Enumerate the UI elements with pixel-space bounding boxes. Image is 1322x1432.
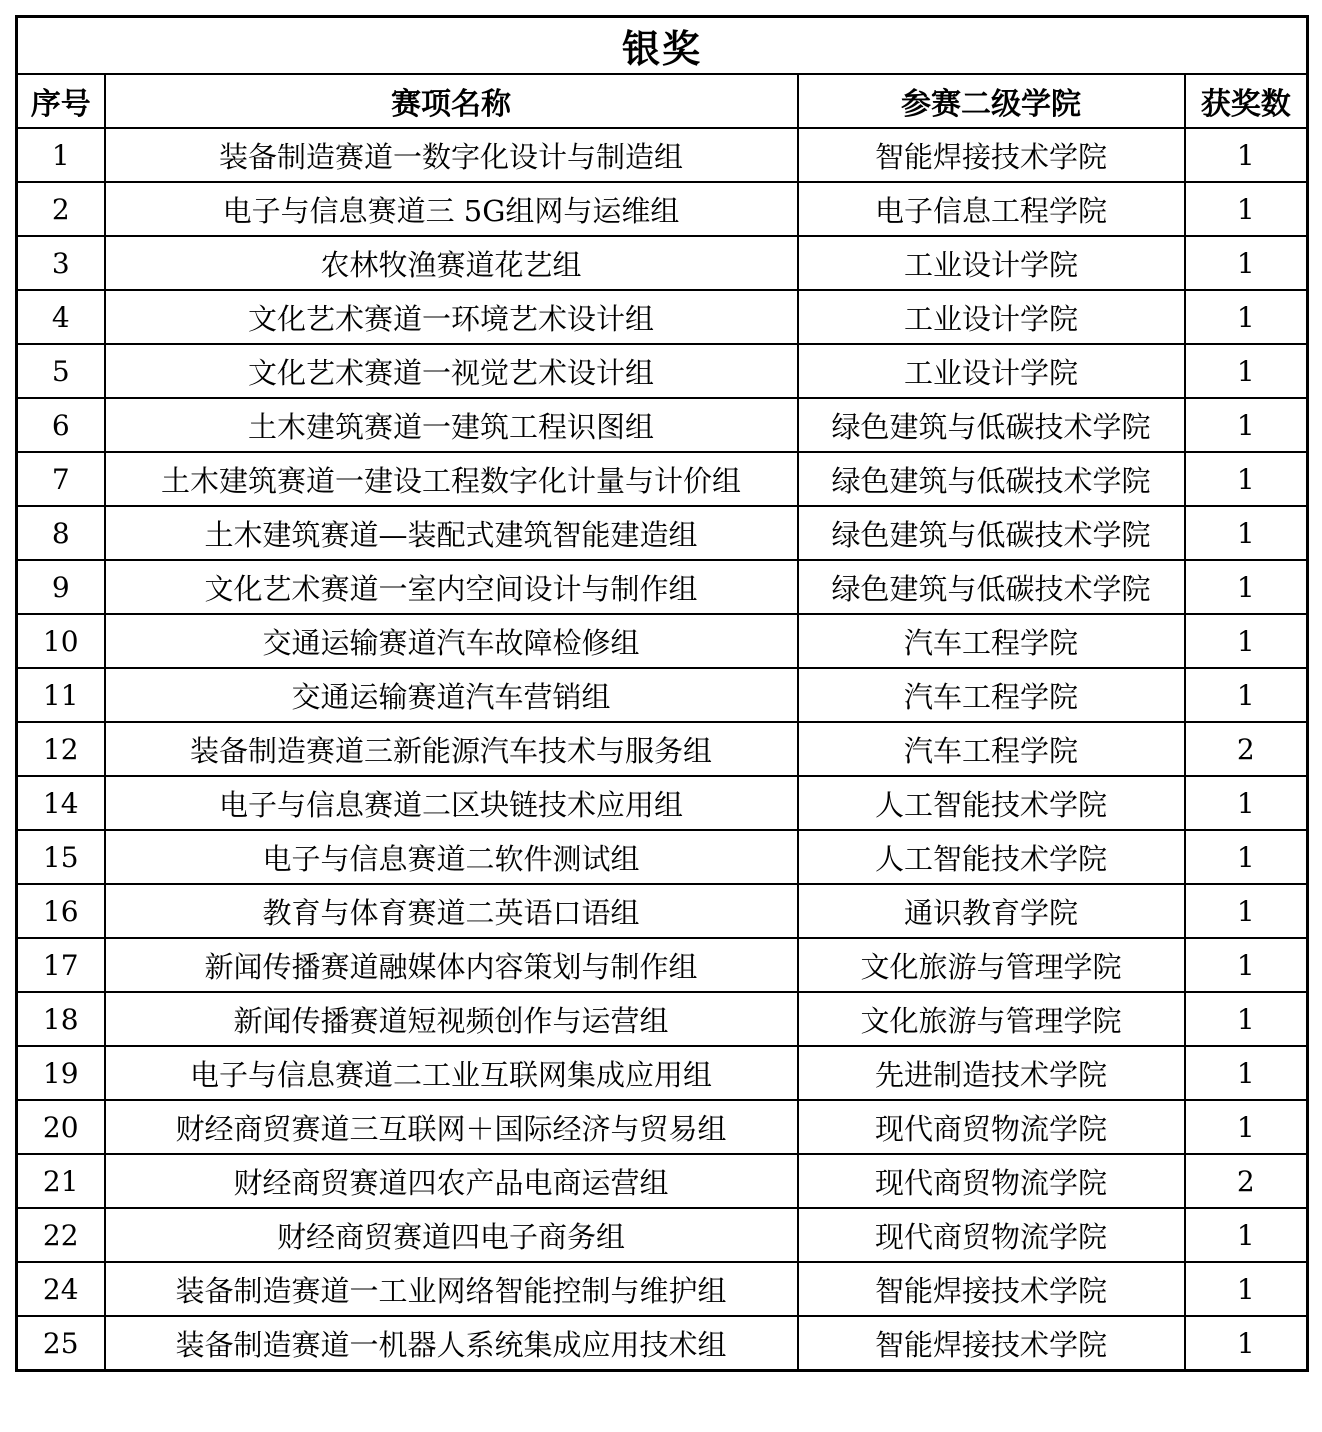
event-name-cell: 新闻传播赛道短视频创作与运营组 xyxy=(105,992,798,1046)
college-cell: 工业设计学院 xyxy=(798,290,1185,344)
college-cell: 汽车工程学院 xyxy=(798,668,1185,722)
table-row xyxy=(17,884,1308,938)
event-name-cell: 文化艺术赛道一视觉艺术设计组 xyxy=(105,344,798,398)
row-number-cell: 5 xyxy=(17,344,105,398)
event-name-cell: 土木建筑赛道一建设工程数字化计量与计价组 xyxy=(105,452,798,506)
event-name-cell: 财经商贸赛道三互联网＋国际经济与贸易组 xyxy=(105,1100,798,1154)
college-cell: 人工智能技术学院 xyxy=(798,776,1185,830)
award-count-cell: 1 xyxy=(1185,344,1308,398)
award-count-cell: 1 xyxy=(1185,992,1308,1046)
college-cell: 文化旅游与管理学院 xyxy=(798,938,1185,992)
college-cell: 工业设计学院 xyxy=(798,344,1185,398)
award-count-cell: 1 xyxy=(1185,182,1308,236)
table-row xyxy=(17,722,1308,776)
row-number-cell: 15 xyxy=(17,830,105,884)
row-number-cell: 9 xyxy=(17,560,105,614)
award-count-cell: 1 xyxy=(1185,398,1308,452)
college-cell: 现代商贸物流学院 xyxy=(798,1154,1185,1208)
award-count-cell: 1 xyxy=(1185,1262,1308,1316)
award-count-cell: 1 xyxy=(1185,776,1308,830)
table-row xyxy=(17,1262,1308,1316)
table-row xyxy=(17,182,1308,236)
college-cell: 人工智能技术学院 xyxy=(798,830,1185,884)
college-cell: 绿色建筑与低碳技术学院 xyxy=(798,560,1185,614)
row-number-cell: 21 xyxy=(17,1154,105,1208)
college-cell: 智能焊接技术学院 xyxy=(798,128,1185,182)
table-row xyxy=(17,614,1308,668)
table-title-row xyxy=(17,17,1308,75)
col-header-awards: 获奖数 xyxy=(1185,74,1308,128)
row-number-cell: 11 xyxy=(17,668,105,722)
row-number-cell: 22 xyxy=(17,1208,105,1262)
row-number-cell: 8 xyxy=(17,506,105,560)
table-body xyxy=(17,128,1308,1371)
college-cell: 现代商贸物流学院 xyxy=(798,1208,1185,1262)
table-row xyxy=(17,398,1308,452)
row-number-cell: 24 xyxy=(17,1262,105,1316)
college-cell: 绿色建筑与低碳技术学院 xyxy=(798,506,1185,560)
table-row xyxy=(17,776,1308,830)
table-row xyxy=(17,1316,1308,1371)
table-header-row xyxy=(17,74,1308,128)
event-name-cell: 财经商贸赛道四电子商务组 xyxy=(105,1208,798,1262)
table-row xyxy=(17,1046,1308,1100)
event-name-cell: 财经商贸赛道四农产品电商运营组 xyxy=(105,1154,798,1208)
table-row xyxy=(17,668,1308,722)
college-cell: 文化旅游与管理学院 xyxy=(798,992,1185,1046)
event-name-cell: 电子与信息赛道二软件测试组 xyxy=(105,830,798,884)
row-number-cell: 16 xyxy=(17,884,105,938)
event-name-cell: 电子与信息赛道二工业互联网集成应用组 xyxy=(105,1046,798,1100)
table-row xyxy=(17,1208,1308,1262)
table-row xyxy=(17,560,1308,614)
table-row xyxy=(17,992,1308,1046)
college-cell: 汽车工程学院 xyxy=(798,614,1185,668)
table-row xyxy=(17,830,1308,884)
award-count-cell: 1 xyxy=(1185,560,1308,614)
table-row xyxy=(17,236,1308,290)
table-row xyxy=(17,344,1308,398)
award-count-cell: 2 xyxy=(1185,722,1308,776)
row-number-cell: 12 xyxy=(17,722,105,776)
silver-award-table xyxy=(15,15,1309,1372)
event-name-cell: 新闻传播赛道融媒体内容策划与制作组 xyxy=(105,938,798,992)
row-number-cell: 20 xyxy=(17,1100,105,1154)
award-count-cell: 1 xyxy=(1185,236,1308,290)
award-count-cell: 1 xyxy=(1185,452,1308,506)
award-count-cell: 1 xyxy=(1185,668,1308,722)
table-row xyxy=(17,938,1308,992)
row-number-cell: 10 xyxy=(17,614,105,668)
row-number-cell: 2 xyxy=(17,182,105,236)
event-name-cell: 土木建筑赛道一建筑工程识图组 xyxy=(105,398,798,452)
row-number-cell: 25 xyxy=(17,1316,105,1371)
row-number-cell: 14 xyxy=(17,776,105,830)
event-name-cell: 土木建筑赛道—装配式建筑智能建造组 xyxy=(105,506,798,560)
table-row xyxy=(17,1154,1308,1208)
award-count-cell: 1 xyxy=(1185,614,1308,668)
table-row xyxy=(17,452,1308,506)
award-count-cell: 1 xyxy=(1185,1316,1308,1371)
award-count-cell: 2 xyxy=(1185,1154,1308,1208)
event-name-cell: 文化艺术赛道一环境艺术设计组 xyxy=(105,290,798,344)
college-cell: 智能焊接技术学院 xyxy=(798,1262,1185,1316)
table-row xyxy=(17,1100,1308,1154)
college-cell: 现代商贸物流学院 xyxy=(798,1100,1185,1154)
event-name-cell: 装备制造赛道一工业网络智能控制与维护组 xyxy=(105,1262,798,1316)
award-count-cell: 1 xyxy=(1185,290,1308,344)
table-title: 银奖 xyxy=(17,17,1308,75)
row-number-cell: 4 xyxy=(17,290,105,344)
college-cell: 先进制造技术学院 xyxy=(798,1046,1185,1100)
row-number-cell: 18 xyxy=(17,992,105,1046)
col-header-no: 序号 xyxy=(17,74,105,128)
table-row xyxy=(17,128,1308,182)
award-count-cell: 1 xyxy=(1185,884,1308,938)
event-name-cell: 教育与体育赛道二英语口语组 xyxy=(105,884,798,938)
row-number-cell: 6 xyxy=(17,398,105,452)
college-cell: 电子信息工程学院 xyxy=(798,182,1185,236)
award-count-cell: 1 xyxy=(1185,1100,1308,1154)
event-name-cell: 装备制造赛道一机器人系统集成应用技术组 xyxy=(105,1316,798,1371)
award-count-cell: 1 xyxy=(1185,830,1308,884)
award-count-cell: 1 xyxy=(1185,1046,1308,1100)
row-number-cell: 17 xyxy=(17,938,105,992)
event-name-cell: 装备制造赛道一数字化设计与制造组 xyxy=(105,128,798,182)
col-header-college: 参赛二级学院 xyxy=(798,74,1185,128)
award-count-cell: 1 xyxy=(1185,938,1308,992)
college-cell: 通识教育学院 xyxy=(798,884,1185,938)
award-count-cell: 1 xyxy=(1185,506,1308,560)
table-row xyxy=(17,290,1308,344)
table-row xyxy=(17,506,1308,560)
award-count-cell: 1 xyxy=(1185,128,1308,182)
event-name-cell: 文化艺术赛道一室内空间设计与制作组 xyxy=(105,560,798,614)
college-cell: 智能焊接技术学院 xyxy=(798,1316,1185,1371)
row-number-cell: 7 xyxy=(17,452,105,506)
award-count-cell: 1 xyxy=(1185,1208,1308,1262)
event-name-cell: 电子与信息赛道二区块链技术应用组 xyxy=(105,776,798,830)
event-name-cell: 电子与信息赛道三 5G组网与运维组 xyxy=(105,182,798,236)
row-number-cell: 19 xyxy=(17,1046,105,1100)
college-cell: 绿色建筑与低碳技术学院 xyxy=(798,398,1185,452)
event-name-cell: 交通运输赛道汽车营销组 xyxy=(105,668,798,722)
row-number-cell: 3 xyxy=(17,236,105,290)
row-number-cell: 1 xyxy=(17,128,105,182)
college-cell: 工业设计学院 xyxy=(798,236,1185,290)
college-cell: 绿色建筑与低碳技术学院 xyxy=(798,452,1185,506)
event-name-cell: 装备制造赛道三新能源汽车技术与服务组 xyxy=(105,722,798,776)
event-name-cell: 农林牧渔赛道花艺组 xyxy=(105,236,798,290)
event-name-cell: 交通运输赛道汽车故障检修组 xyxy=(105,614,798,668)
college-cell: 汽车工程学院 xyxy=(798,722,1185,776)
col-header-event: 赛项名称 xyxy=(105,74,798,128)
